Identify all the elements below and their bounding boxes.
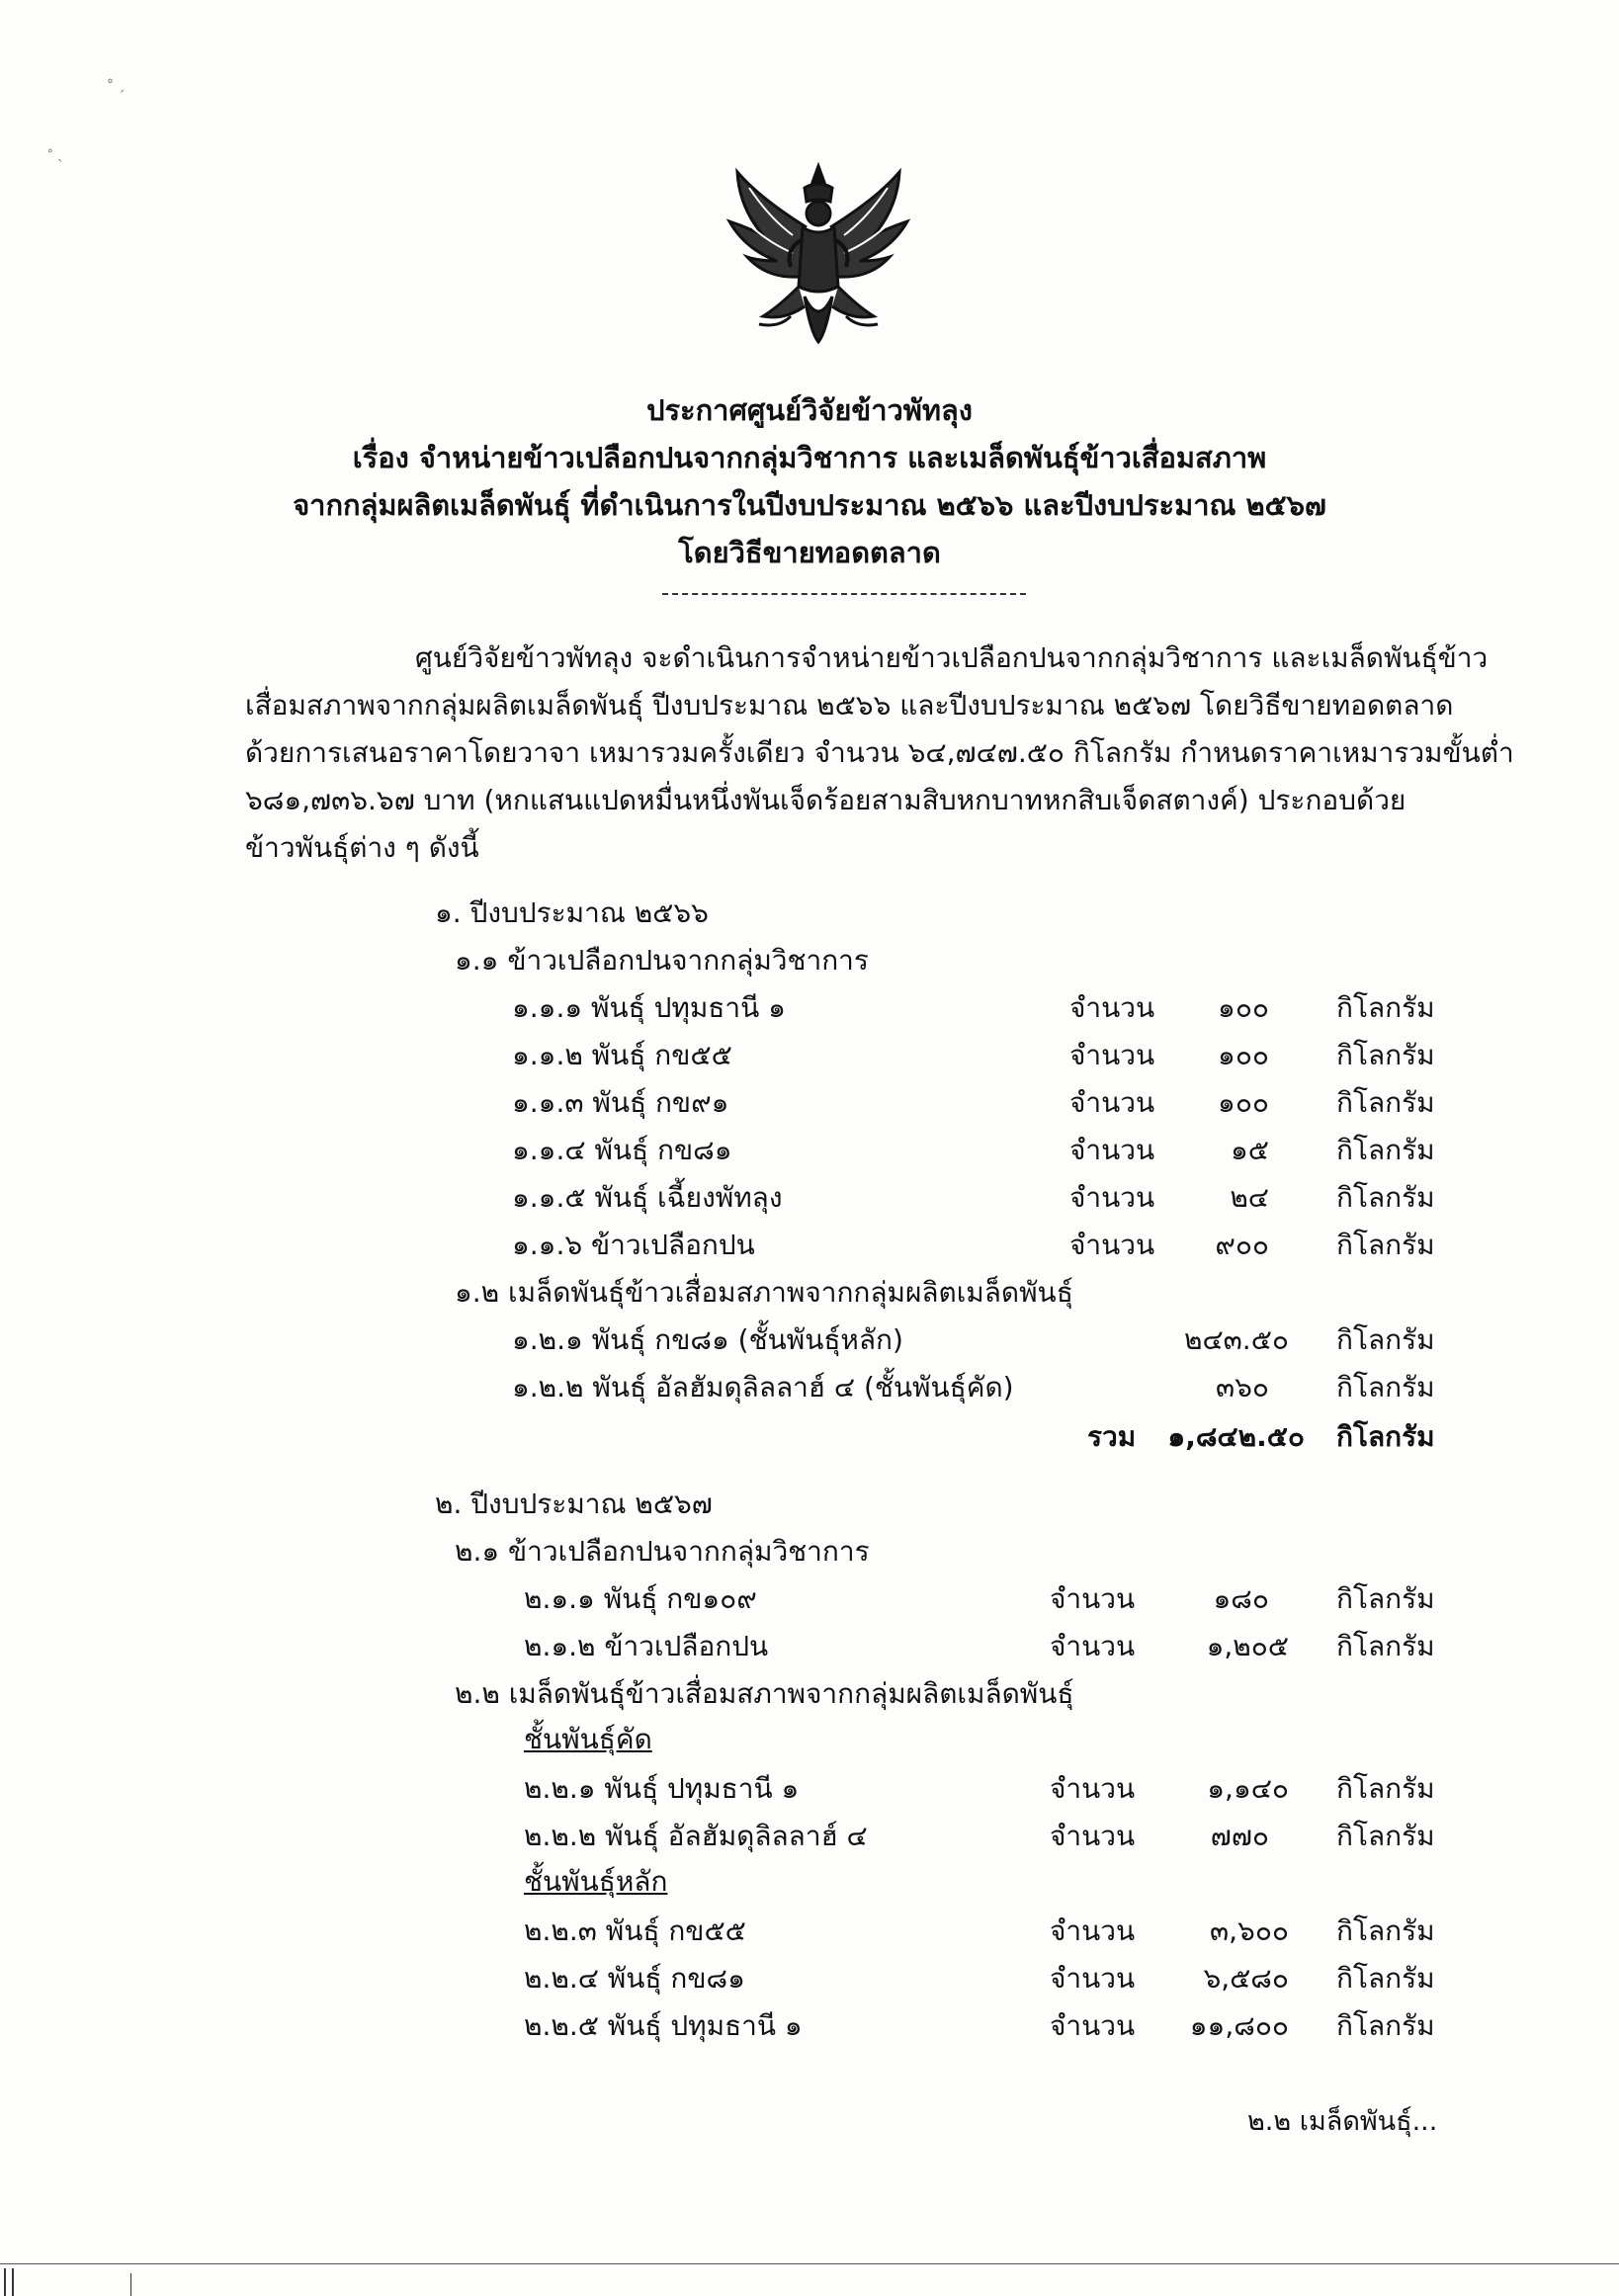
unit-label: กิโลกรัม xyxy=(1336,1229,1435,1261)
unit-label: กิโลกรัม xyxy=(1336,1630,1435,1662)
unit-label: กิโลกรัม xyxy=(1336,1181,1435,1214)
scan-speck: ° ˏ xyxy=(107,77,126,93)
section-1-1-title: ๑.๑ ข้าวเปลือกปนจากกลุ่มวิชาการ xyxy=(455,944,869,977)
section-1-2-title: ๑.๒ เมล็ดพันธุ์ข้าวเสื่อมสภาพจากกลุ่มผลิตเมล็ดพันธุ์ xyxy=(455,1276,1073,1309)
total-unit: กิโลกรัม xyxy=(1336,1420,1435,1453)
list-item-label: ๑.๒.๒ พันธุ์ อัลฮัมดุลิลลาฮ์ ๔ (ชั้นพันธุ์คัด) xyxy=(512,1371,1014,1403)
unit-label: กิโลกรัม xyxy=(1336,1772,1435,1805)
section-1-title: ๑. ปีงบประมาณ ๒๕๖๖ xyxy=(435,896,709,929)
intro-line-1: ศูนย์วิจัยข้าวพัทลุง จะดำเนินการจำหน่ายข้าวเปลือกปนจากกลุ่มวิชาการ และเมล็ดพันธุ์ข้าว xyxy=(415,641,1489,674)
quantity-value: ๑,๒๐๕ xyxy=(1206,1630,1289,1662)
section-2-title: ๒. ปีงบประมาณ ๒๕๖๗ xyxy=(435,1488,713,1520)
unit-label: กิโลกรัม xyxy=(1336,1371,1435,1403)
list-item-label: ๒.๑.๑ พันธุ์ กข๑๐๙ xyxy=(524,1582,757,1615)
unit-label: กิโลกรัม xyxy=(1336,1914,1435,1947)
quantity-value: ๓,๖๐๐ xyxy=(1210,1914,1289,1947)
unit-label: กิโลกรัม xyxy=(1336,991,1435,1024)
quantity-label: จำนวน xyxy=(1050,1582,1136,1615)
unit-label: กิโลกรัม xyxy=(1336,1323,1435,1356)
garuda-emblem-icon xyxy=(720,158,917,346)
quantity-label: จำนวน xyxy=(1069,1086,1155,1119)
title-divider xyxy=(662,593,1026,595)
scan-edge-line xyxy=(0,2263,1619,2264)
quantity-label: จำนวน xyxy=(1069,1229,1155,1261)
intro-line-5: ข้าวพันธุ์ต่าง ๆ ดังนี้ xyxy=(245,831,479,864)
quantity-value: ๑๐๐ xyxy=(1218,1086,1269,1119)
list-item-label: ๒.๒.๑ พันธุ์ ปทุมธานี ๑ xyxy=(524,1772,800,1805)
quantity-label: จำนวน xyxy=(1050,1772,1136,1805)
quantity-value: ๓๖๐ xyxy=(1215,1371,1269,1403)
list-item-label: ๑.๑.๔ พันธุ์ กข๘๑ xyxy=(512,1134,732,1166)
quantity-value: ๑๘๐ xyxy=(1213,1582,1269,1615)
quantity-value: ๑๐๐ xyxy=(1218,1039,1269,1071)
quantity-label: จำนวน xyxy=(1050,1962,1136,1995)
quantity-label: จำนวน xyxy=(1050,1820,1136,1852)
quantity-value: ๖,๕๘๐ xyxy=(1203,1962,1289,1995)
unit-label: กิโลกรัม xyxy=(1336,1820,1435,1852)
quantity-label: จำนวน xyxy=(1050,2009,1136,2042)
list-item-label: ๑.๑.๓ พันธุ์ กข๙๑ xyxy=(512,1086,729,1119)
quantity-value: ๑๕ xyxy=(1231,1134,1269,1166)
unit-label: กิโลกรัม xyxy=(1336,1039,1435,1071)
quantity-label: จำนวน xyxy=(1050,1914,1136,1947)
scan-edge-mark xyxy=(130,2273,131,2296)
unit-label: กิโลกรัม xyxy=(1336,1582,1435,1615)
quantity-value: ๑๐๐ xyxy=(1218,991,1269,1024)
list-item-label: ๒.๒.๓ พันธุ์ กข๕๕ xyxy=(524,1914,746,1947)
list-item-label: ๑.๒.๑ พันธุ์ กข๘๑ (ชั้นพันธุ์หลัก) xyxy=(512,1323,903,1356)
quantity-value: ๒๔ xyxy=(1230,1181,1269,1214)
total-label: รวม xyxy=(1087,1420,1137,1453)
subject-line-3: โดยวิธีขายทอดตลาด xyxy=(678,536,941,569)
total-value: ๑,๘๔๒.๕๐ xyxy=(1167,1420,1305,1453)
section-2-1-title: ๒.๑ ข้าวเปลือกปนจากกลุ่มวิชาการ xyxy=(455,1535,870,1568)
quantity-label: จำนวน xyxy=(1069,1039,1155,1071)
list-item-label: ๒.๒.๕ พันธุ์ ปทุมธานี ๑ xyxy=(524,2009,803,2042)
quantity-value: ๙๐๐ xyxy=(1215,1229,1269,1261)
scan-edge-mark xyxy=(4,2268,6,2296)
scan-edge-mark xyxy=(12,2268,14,2296)
intro-line-3: ด้วยการเสนอราคาโดยวาจา เหมารวมครั้งเดียว จำนวน ๖๔,๗๔๗.๕๐ กิโลกรัม กำหนดราคาเหมารวมขั้นต่ำ xyxy=(245,736,1514,769)
quantity-value: ๗๗๐ xyxy=(1210,1820,1269,1852)
subject-line: เรื่อง จำหน่ายข้าวเปลือกปนจากกลุ่มวิชาการ และเมล็ดพันธุ์ข้าวเสื่อมสภาพ xyxy=(352,441,1267,474)
list-item-label: ๒.๒.๒ พันธุ์ อัลฮัมดุลิลลาฮ์ ๔ xyxy=(524,1820,868,1852)
list-item-label: ๑.๑.๑ พันธุ์ ปทุมธานี ๑ xyxy=(512,991,786,1024)
quantity-label: จำนวน xyxy=(1069,991,1155,1024)
list-item-label: ๑.๑.๒ พันธุ์ กข๕๕ xyxy=(512,1039,732,1071)
list-item-label: ๑.๑.๖ ข้าวเปลือกปน xyxy=(512,1229,755,1261)
seed-class-heading: ชั้นพันธุ์หลัก xyxy=(524,1865,668,1898)
quantity-value: ๒๔๓.๕๐ xyxy=(1184,1323,1289,1356)
quantity-label: จำนวน xyxy=(1069,1181,1155,1214)
intro-line-2: เสื่อมสภาพจากกลุ่มผลิตเมล็ดพันธุ์ ปีงบประมาณ ๒๕๖๖ และปีงบประมาณ ๒๕๖๗ โดยวิธีขายทอดตลาด xyxy=(245,689,1454,722)
list-item-label: ๒.๑.๒ ข้าวเปลือกปน xyxy=(524,1630,769,1662)
announcement-title: ประกาศศูนย์วิจัยข้าวพัทลุง xyxy=(646,393,973,427)
list-item-label: ๑.๑.๕ พันธุ์ เฉี้ยงพัทลุง xyxy=(512,1181,783,1214)
quantity-value: ๑๑,๘๐๐ xyxy=(1189,2009,1289,2042)
unit-label: กิโลกรัม xyxy=(1336,1134,1435,1166)
subject-line-2: จากกลุ่มผลิตเมล็ดพันธุ์ ที่ดำเนินการในปีงบประมาณ ๒๕๖๖ และปีงบประมาณ ๒๕๖๗ xyxy=(293,488,1326,522)
quantity-value: ๑,๑๔๐ xyxy=(1207,1772,1289,1805)
scan-speck: ᐤ ˎ xyxy=(47,146,64,162)
section-2-2-title: ๒.๒ เมล็ดพันธุ์ข้าวเสื่อมสภาพจากกลุ่มผลิตเมล็ดพันธุ์ xyxy=(455,1677,1074,1710)
list-item-label: ๒.๒.๔ พันธุ์ กข๘๑ xyxy=(524,1962,745,1995)
quantity-label: จำนวน xyxy=(1050,1630,1136,1662)
unit-label: กิโลกรัม xyxy=(1336,1962,1435,1995)
continuation-note: ๒.๒ เมล็ดพันธุ์... xyxy=(1247,2106,1438,2137)
quantity-label: จำนวน xyxy=(1069,1134,1155,1166)
unit-label: กิโลกรัม xyxy=(1336,1086,1435,1119)
unit-label: กิโลกรัม xyxy=(1336,2009,1435,2042)
intro-line-4: ๖๘๑,๗๓๖.๖๗ บาท (หกแสนแปดหมื่นหนึ่งพันเจ็ดร้อยสามสิบหกบาทหกสิบเจ็ดสตางค์) ประกอบด้วย xyxy=(245,784,1406,816)
seed-class-heading: ชั้นพันธุ์คัด xyxy=(524,1723,652,1755)
